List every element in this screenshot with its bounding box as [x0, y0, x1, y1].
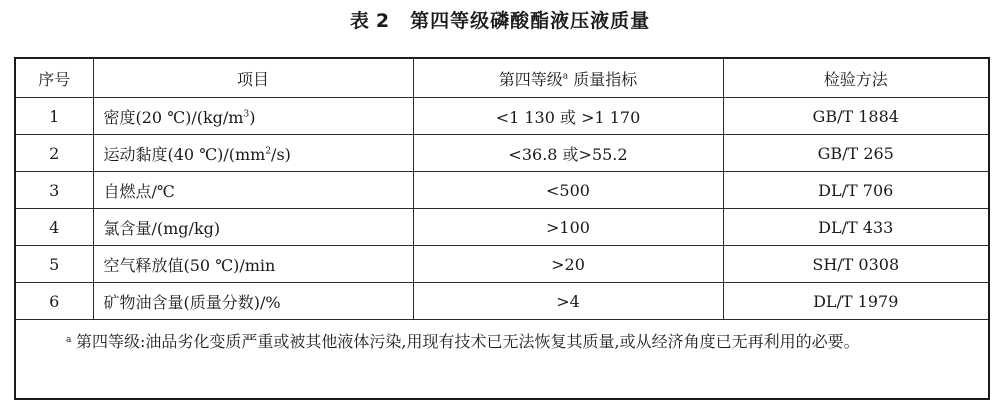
table-header-row [15, 58, 989, 98]
row-index: <500 [413, 172, 723, 209]
row-item-text: 矿物油含量(质量分数)/% [103, 292, 281, 312]
header-index [413, 58, 723, 98]
row-item [93, 246, 413, 283]
footnote-text: 第四等级:油品劣化变质严重或被其他液体污染,用现有技术已无法恢复其质量,或从经济角度已无再利用的必要。 [76, 332, 860, 351]
row-method: DL/T 433 [723, 209, 989, 246]
row-item-text: 氯含量/(mg/kg) [103, 218, 221, 238]
header-item: 项目 [93, 58, 413, 98]
row-item-sup: 3 [243, 109, 250, 120]
table-title-prefix: 表 [349, 10, 370, 32]
header-seq: 序号 [15, 58, 93, 98]
row-index: >20 [413, 246, 723, 283]
row-item [93, 209, 413, 246]
row-item-tail: ) [249, 107, 256, 127]
footnote-mark: a [66, 335, 72, 345]
row-item [93, 135, 413, 172]
header-index-footnote-mark: a [562, 71, 569, 82]
row-item [93, 98, 413, 135]
row-item-sup: 2 [265, 146, 272, 157]
row-index: >4 [413, 283, 723, 320]
row-item [93, 172, 413, 209]
row-item [93, 283, 413, 320]
header-index-tail: 质量指标 [568, 69, 638, 89]
table-row [15, 209, 989, 246]
table-row [15, 172, 989, 209]
table-row [15, 98, 989, 135]
row-index: <36.8 或>55.2 [413, 135, 723, 172]
row-method: GB/T 1884 [723, 98, 989, 135]
row-item-text: 空气释放值(50 ℃)/min [103, 255, 276, 275]
table-row [15, 246, 989, 283]
row-method: SH/T 0308 [723, 246, 989, 283]
table-title [0, 6, 1000, 33]
header-index-main: 第四等级 [498, 69, 563, 89]
footnote-cell [15, 320, 989, 400]
row-seq: 2 [15, 135, 93, 172]
row-seq: 5 [15, 246, 93, 283]
quality-table [14, 57, 990, 400]
row-method: GB/T 265 [723, 135, 989, 172]
row-item-text: 密度(20 ℃)/(kg/m [103, 107, 244, 127]
row-seq: 3 [15, 172, 93, 209]
table-row [15, 135, 989, 172]
row-item-text: 自燃点/℃ [103, 181, 175, 201]
row-method: DL/T 706 [723, 172, 989, 209]
row-item-text: 运动黏度(40 ℃)/(mm [103, 144, 266, 164]
row-index: >100 [413, 209, 723, 246]
row-index: <1 130 或 >1 170 [413, 98, 723, 135]
row-item-tail: /s) [271, 144, 291, 164]
table-row [15, 283, 989, 320]
row-seq: 4 [15, 209, 93, 246]
footnote-row [15, 320, 989, 400]
header-method: 检验方法 [723, 58, 989, 98]
table-title-number: 2 [375, 10, 391, 32]
table-title-text: 第四等级磷酸酯液压液质量 [410, 10, 651, 32]
row-seq: 1 [15, 98, 93, 135]
row-method: DL/T 1979 [723, 283, 989, 320]
row-seq: 6 [15, 283, 93, 320]
